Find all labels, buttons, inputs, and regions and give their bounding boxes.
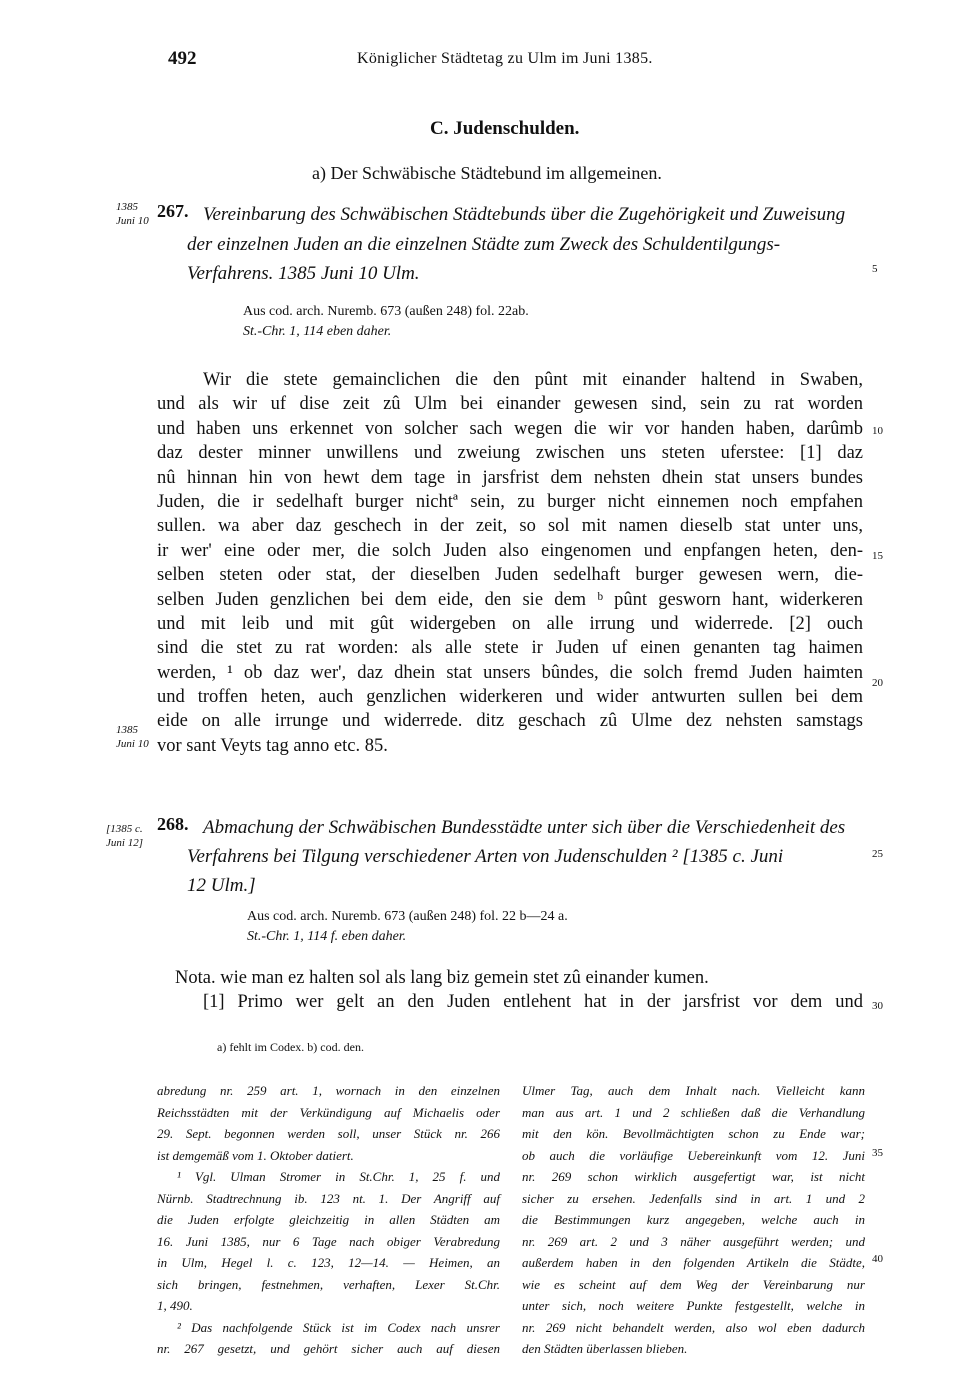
text-line: und mit leib und mit gût widergeben on alle irrung und widerrede. [2] ouch <box>157 613 863 634</box>
line-number: 20 <box>872 677 883 689</box>
text-line: Wir die stete gemainclichen die den pûnt mit einander haltend in Swaben, <box>203 370 863 390</box>
footnote-line: 29. Sept. begonnen werden soll, unser Stück nr. 266 <box>157 1126 500 1141</box>
margin-date-day: Juni 10 <box>116 215 149 227</box>
footnote-line: mit den kön. Bevollmächtigten schon zu Ende war; <box>522 1126 865 1141</box>
footnotes-right-column <box>522 1080 865 1360</box>
footnote-line: 1, 490. <box>157 1298 193 1313</box>
margin-date-year: 1385 <box>116 724 138 736</box>
source-reference-267: Aus cod. arch. Nuremb. 673 (außen 248) fol. 22ab. <box>243 304 529 319</box>
text-line: und als wir uf dise zeit zû Ulm bei einander gewesen sind, sein zu rat worden <box>157 394 863 415</box>
line-number: 5 <box>872 263 878 275</box>
footnote-line: ¹ Vgl. Ulman Stromer in St.Chr. 1, 25 f. und <box>177 1169 500 1184</box>
margin-date-year: [1385 c. <box>106 823 143 835</box>
line-number: 30 <box>872 1000 883 1012</box>
document-heading-268-line-2: Verfahrens bei Tilgung verschiedener Arten von Judenschulden ² [1385 c. Juni <box>187 846 784 867</box>
section-subtitle: a) Der Schwäbische Städtebund im allgemeinen. <box>312 163 662 183</box>
footnote-line: die Bestimmungen kurz angegeben, welche auch in <box>522 1212 865 1227</box>
footnote-line: Ulmer Tag, auch dem Inhalt nach. Vielleicht kann <box>522 1083 865 1098</box>
variant-notes: a) fehlt im Codex. b) cod. den. <box>217 1040 364 1054</box>
text-line: selben Juden genzlichen bei dem eide, den sie dem ᵇ pûnt gesworn hant, widerkeren <box>157 589 863 610</box>
document-heading-268-line-1: Abmachung der Schwäbischen Bundesstädte unter sich über die Verschiedenheit des <box>203 817 846 838</box>
text-line: Juden, die ir sedelhaft burger nichtª sein, zu burger nicht einnemen noch empfahen <box>157 491 863 512</box>
footnote-line: wie es scheint auf dem Weg der Vereinbarung nur <box>522 1276 865 1292</box>
chronicle-reference-267: St.-Chr. 1, 114 eben daher. <box>243 324 392 339</box>
footnote-line: den Städten überlassen blieben. <box>522 1341 688 1356</box>
footnote-line: sich bringen, festnehmen, verhaften, Lexer St.Chr. <box>157 1276 500 1292</box>
text-line: selben steten oder stat, der dieselben Juden sedelhaft burger gewesen wern, die- <box>157 565 863 586</box>
chronicle-reference-268: St.-Chr. 1, 114 f. eben daher. <box>247 929 407 944</box>
text-line: und troffen heten, auch genzlichen widerkeren und wider antwurten sullen bei dem <box>157 687 863 708</box>
margin-date-267 <box>116 200 149 228</box>
text-line: ir wer' eine oder mer, die solch Juden also eingenomen und enpfangen heten, den- <box>157 540 863 561</box>
line-number: 25 <box>872 848 883 860</box>
margin-date-day: Juni 12] <box>106 837 143 849</box>
footnote-line: ist demgemäß vom 1. Oktober datiert. <box>157 1147 354 1163</box>
running-title: Königlicher Städtetag zu Ulm im Juni 1385. <box>357 50 653 67</box>
footnote-line: nr. 269 art. 2 und 3 näher ausgeführt werden; und <box>522 1233 865 1249</box>
line-number: 15 <box>872 550 883 562</box>
text-line: Nota. wie man ez halten sol als lang biz gemein stet zû einander kumen. <box>175 968 709 988</box>
text-line: vor sant Veyts tag anno etc. 85. <box>157 735 388 756</box>
document-heading-267-line-3: Verfahrens. 1385 Juni 10 Ulm. <box>187 263 420 284</box>
footnotes-left-column <box>157 1080 500 1360</box>
footnote-line: nr. 267 gesetzt, und gehört sicher auch auf diesen <box>157 1341 500 1356</box>
text-line: sullen. wa aber daz geschech in der zeit, so sol mit namen dieselb stat unter uns, <box>157 516 863 537</box>
text-line: daz dester minner unwillens und zweiung zwischen uns steten uferstee: [1] daz <box>157 443 863 464</box>
footnote-line: sicher zu ersehen. Jedenfalls sind in art. 1 und 2 <box>522 1190 865 1206</box>
margin-date-year: 1385 <box>116 201 138 213</box>
document-heading-267-line-1: Vereinbarung des Schwäbischen Städtebunds über die Zugehörigkeit und Zuweisung <box>203 204 846 225</box>
line-number: 10 <box>872 425 883 437</box>
footnote-line: Reichsstädten mit der Verkündigung auf Michaelis oder <box>157 1104 500 1120</box>
document-text-268 <box>157 966 863 1015</box>
text-line: und haben uns erkennet von solcher sach wegen die wir vor handen haben, darûmb <box>157 418 863 439</box>
line-number: 35 <box>872 1147 883 1159</box>
section-title: C. Judenschulden. <box>430 118 580 139</box>
margin-date-267-end <box>116 723 149 751</box>
text-line: werden, ¹ ob daz wer', daz dhein stat unsers bûndes, die solch fremd Juden haimten <box>157 662 863 683</box>
source-reference-268: Aus cod. arch. Nuremb. 673 (außen 248) fol. 22 b—24 a. <box>247 909 568 924</box>
footnote-line: nr. 269 nicht behandelt werden, also wol eben dadurch <box>522 1319 865 1335</box>
footnote-line: abredung nr. 259 art. 1, wornach in den einzelnen <box>157 1083 500 1098</box>
footnote-line: man aus art. 1 und 2 schließen daß die Verhandlung <box>522 1104 865 1120</box>
footnote-line: 16. Juni 1385, nur 6 Tage nach obiger Verabredung <box>157 1233 500 1249</box>
document-number-268: 268. <box>157 814 189 834</box>
line-number: 40 <box>872 1253 883 1265</box>
text-line: sind die stet zu rat worden: als alle stete ir Juden uf einen genanten tag haimen <box>157 638 863 659</box>
margin-date-day: Juni 10 <box>116 738 149 750</box>
text-line: [1] Primo wer gelt an den Juden entlehent hat in der jarsfrist vor dem und <box>203 992 863 1013</box>
footnote-line: unter sich, noch weitere Punkte festgestellt, welche in <box>522 1298 865 1313</box>
text-line: eide on alle irrunge und widerrede. ditz geschach zû Ulme dez nehsten samstags <box>157 711 863 732</box>
footnote-line: außerdem haben in den folgenden Artikeln die Städte, <box>522 1255 865 1270</box>
footnote-line: die Juden erfolgte gleichzeitig in allen Städten am <box>157 1212 500 1227</box>
footnote-line: nr. 269 schon wirklich ausgefertigt war, ist nicht <box>522 1169 865 1184</box>
footnote-line: in Ulm, Hegel l. c. 123, 12—14. — Heimen, an <box>157 1255 500 1270</box>
text-line: nû hinnan hin von hewt dem tage in jarsfrist dem nehsten dhein stat unsers bundes <box>157 467 863 488</box>
page-number: 492 <box>168 48 197 69</box>
margin-date-268 <box>106 822 143 850</box>
document-heading-267-line-2: der einzelnen Juden an die einzelnen Städte zum Zweck des Schuldentilgungs- <box>187 234 781 255</box>
document-text-267 <box>157 368 863 758</box>
document-number-267: 267. <box>157 201 189 221</box>
footnote-line: ob auch die vorläufige Uebereinkunft vom 12. Juni <box>522 1147 865 1163</box>
footnote-line: Nürnb. Stadtrechnung ib. 123 nt. 1. Der Angriff auf <box>157 1190 500 1206</box>
document-heading-268-line-3: 12 Ulm.] <box>187 875 256 896</box>
footnote-line: ² Das nachfolgende Stück ist im Codex nach unsrer <box>177 1319 500 1335</box>
